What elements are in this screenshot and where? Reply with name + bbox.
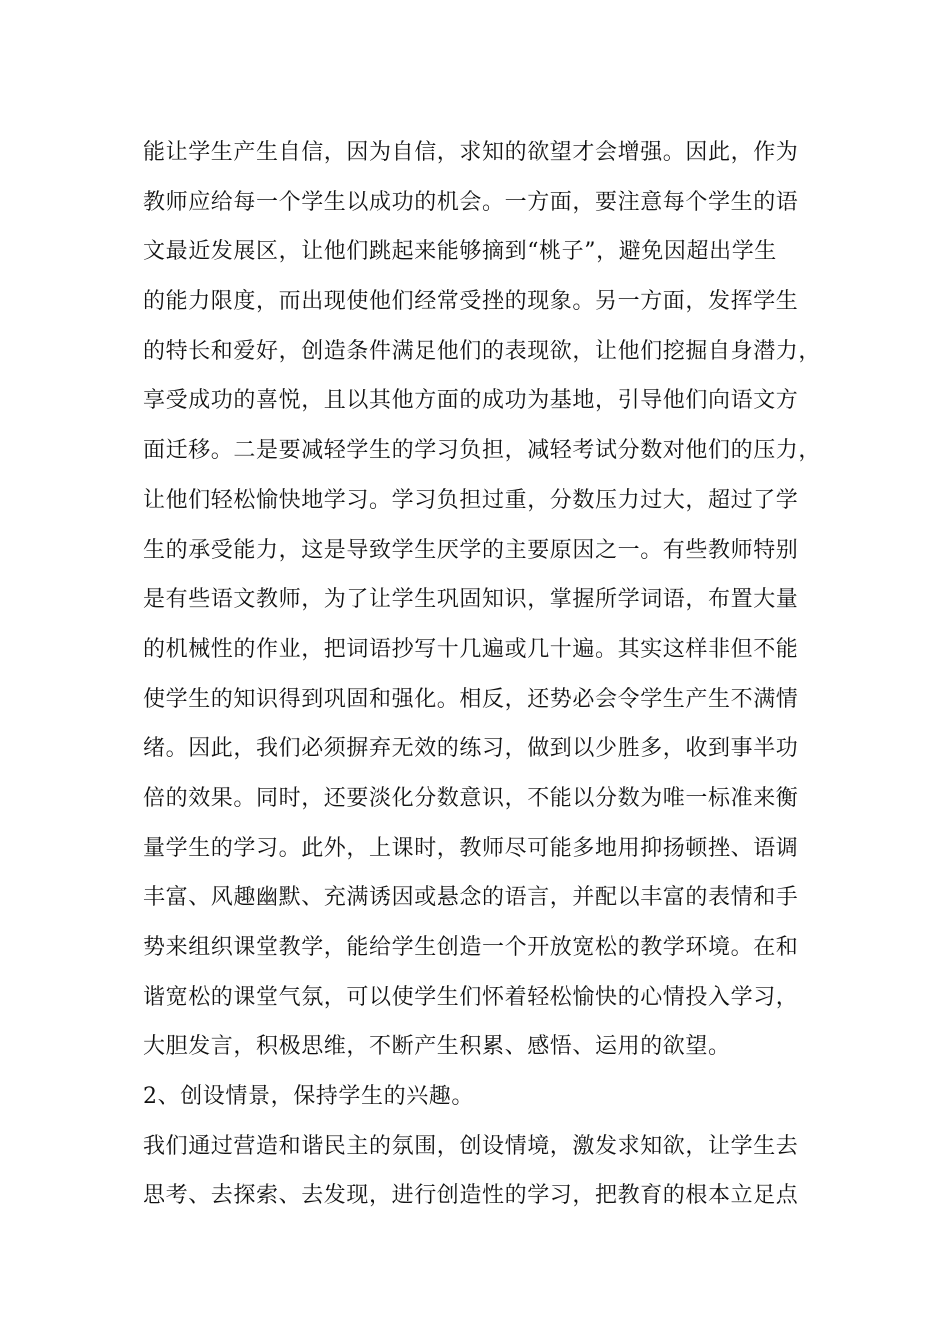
text-line: 绪。因此，我们必须摒弃无效的练习，做到以少胜多，收到事半功 (143, 736, 799, 762)
text-line: 能让学生产生自信，因为自信，求知的欲望才会增强。因此，作为 (143, 140, 799, 165)
section-heading: 2、创设情景，保持学生的兴趣。 (143, 1084, 474, 1110)
text-line: 我们通过营造和谐民主的氛围，创设情境，激发求知欲，让学生去 (143, 1133, 799, 1159)
body-text (143, 128, 843, 1221)
text-line: 量学生的学习。此外，上课时，教师尽可能多地用抑扬顿挫、语调 (143, 835, 799, 861)
text-line: 生的承受能力，这是导致学生厌学的主要原因之一。有些教师特别 (143, 537, 799, 563)
text-line: 丰富、风趣幽默、充满诱因或悬念的语言，并配以丰富的表情和手 (143, 885, 799, 911)
text-line: 的能力限度，而出现使他们经常受挫的现象。另一方面，发挥学生 (143, 289, 799, 315)
text-line: 教师应给每一个学生以成功的机会。一方面，要注意每个学生的语 (143, 189, 799, 215)
text-line: 大胆发言，积极思维，不断产生积累、感悟、运用的欲望。 (143, 1034, 731, 1060)
text-line: 的机械性的作业，把词语抄写十几遍或几十遍。其实这样非但不能 (143, 636, 799, 662)
text-line: 思考、去探索、去发现，进行创造性的学习，把教育的根本立足点 (143, 1183, 799, 1209)
text-line: 倍的效果。同时，还要淡化分数意识，不能以分数为唯一标准来衡 (143, 785, 799, 811)
text-line: 势来组织课堂教学，能给学生创造一个开放宽松的教学环境。在和 (143, 935, 799, 960)
text-line: 面迁移。二是要减轻学生的学习负担，减轻考试分数对他们的压力， (143, 438, 822, 464)
text-line: 是有些语文教师，为了让学生巩固知识，掌握所学词语，布置大量 (143, 587, 799, 613)
text-line: 谐宽松的课堂气氛，可以使学生们怀着轻松愉快的心情投入学习， (143, 984, 799, 1010)
text-line: 文最近发展区，让他们跳起来能够摘到“桃子”，避免因超出学生 (143, 239, 777, 265)
text-line: 享受成功的喜悦，且以其他方面的成功为基地，引导他们向语文方 (143, 388, 799, 414)
text-line: 使学生的知识得到巩固和强化。相反，还势必会令学生产生不满情 (143, 686, 799, 712)
text-line: 让他们轻松愉快地学习。学习负担过重，分数压力过大，超过了学 (143, 487, 799, 513)
text-line: 的特长和爱好，创造条件满足他们的表现欲，让他们挖掘自身潜力， (143, 338, 822, 364)
